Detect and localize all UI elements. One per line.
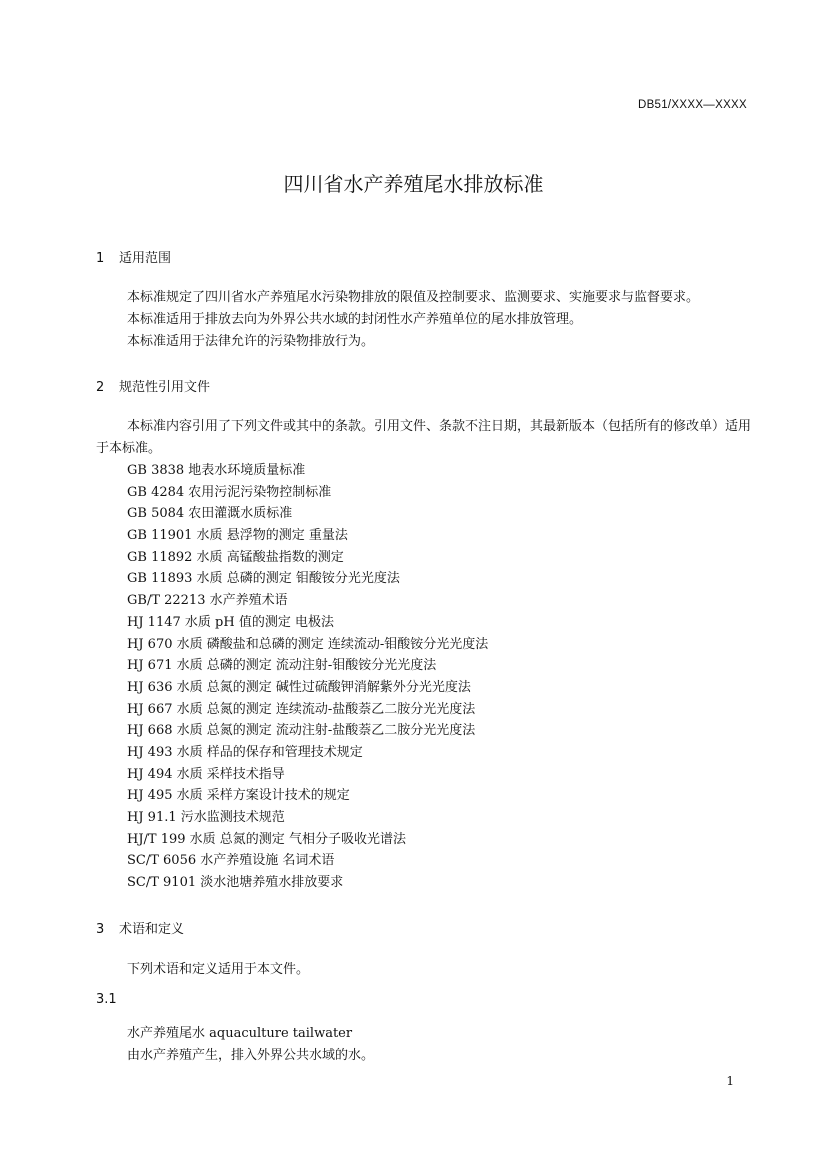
reference-item: HJ 670 水质 磷酸盐和总磷的测定 连续流动-钼酸铵分光光度法 — [127, 636, 489, 652]
reference-item: SC/T 6056 水产养殖设施 名词术语 — [127, 853, 335, 869]
term-number: 3.1 — [96, 992, 117, 1007]
reference-item: HJ 667 水质 总氮的测定 连续流动-盐酸萘乙二胺分光光度法 — [127, 701, 476, 717]
section-title: 术语和定义 — [119, 922, 185, 937]
reference-item: HJ 1147 水质 pH 值的测定 电极法 — [127, 614, 334, 630]
section-heading-references — [96, 376, 210, 395]
reference-item: HJ 668 水质 总氮的测定 流动注射-盐酸萘乙二胺分光光度法 — [127, 723, 476, 739]
reference-item: HJ 493 水质 样品的保存和管理技术规定 — [127, 744, 363, 760]
section-heading-scope — [96, 247, 171, 266]
reference-item: GB 4284 农用污泥污染物控制标准 — [127, 484, 332, 500]
reference-item: GB 5084 农田灌溉水质标准 — [127, 506, 293, 522]
section-number: 1 — [96, 251, 105, 266]
scope-paragraph: 本标准适用于法律允许的污染物排放行为。 — [127, 334, 375, 349]
page-number: 1 — [726, 1074, 734, 1088]
reference-list — [127, 460, 488, 894]
scope-paragraph: 本标准适用于排放去向为外界公共水域的封闭性水产养殖单位的尾水排放管理。 — [127, 312, 583, 327]
reference-item: HJ 91.1 污水监测技术规范 — [127, 810, 285, 825]
section-title: 规范性引用文件 — [119, 380, 211, 395]
reference-item: GB/T 22213 水产养殖术语 — [127, 593, 288, 609]
section-number: 2 — [96, 380, 105, 395]
reference-item: GB 11892 水质 高锰酸盐指数的测定 — [127, 549, 344, 565]
reference-item: HJ 671 水质 总磷的测定 流动注射-钼酸铵分光光度法 — [127, 658, 437, 674]
page-title: 四川省水产养殖尾水排放标准 — [283, 172, 544, 196]
reference-item: GB 3838 地表水环境质量标准 — [127, 463, 306, 478]
reference-item: GB 11901 水质 悬浮物的测定 重量法 — [127, 528, 348, 544]
reference-item: HJ 636 水质 总氮的测定 碱性过硫酸钾消解紫外分光光度法 — [127, 679, 471, 695]
reference-item: GB 11893 水质 总磷的测定 钼酸铵分光光度法 — [127, 571, 400, 587]
section-title: 适用范围 — [119, 251, 172, 266]
term-entry — [127, 1023, 374, 1067]
section-number: 3 — [96, 922, 105, 937]
reference-item: SC/T 9101 淡水池塘养殖水排放要求 — [127, 875, 344, 891]
scope-paragraphs — [96, 287, 756, 353]
terms-intro: 下列术语和定义适用于本文件。 — [127, 962, 310, 977]
references-intro: 本标准内容引用了下列文件或其中的条款。引用文件、条款不注日期，其最新版本（包括所有的修改单）适用于本标准。 — [96, 419, 752, 456]
term-definition: 由水产养殖产生，排入外界公共水域的水。 — [127, 1048, 375, 1063]
scope-paragraph: 本标准规定了四川省水产养殖尾水污染物排放的限值及控制要求、监测要求、实施要求与监督要求。 — [127, 290, 700, 305]
reference-item: HJ/T 199 水质 总氮的测定 气相分子吸收光谱法 — [127, 831, 406, 847]
section-heading-terms — [96, 918, 184, 937]
document-number: DB51/XXXX—XXXX — [637, 99, 747, 111]
reference-item: HJ 494 水质 采样技术指导 — [127, 766, 285, 782]
reference-item: HJ 495 水质 采样方案设计技术的规定 — [127, 788, 350, 804]
term-name: 水产养殖尾水 aquaculture tailwater — [127, 1026, 353, 1041]
